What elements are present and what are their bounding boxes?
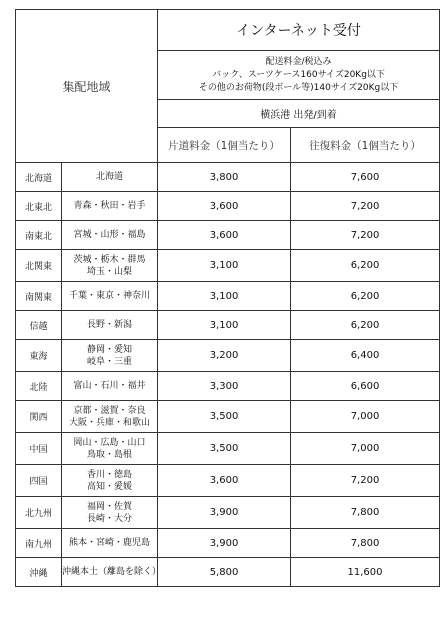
round-trip-price: 6,200 [291,282,440,311]
region-name: 北海道 [16,163,62,192]
region-name: 関西 [16,401,62,433]
table-row [16,192,440,221]
prefecture-line: 鳥取・島根 [87,449,133,460]
table-row [16,221,440,250]
region-name: 北東北 [16,192,62,221]
round-trip-price: 6,600 [291,372,440,401]
region-name: 北九州 [16,497,62,529]
round-trip-column-header: 往復料金（1個当たり） [291,128,440,163]
one-way-price: 3,100 [158,282,291,311]
round-trip-price: 7,800 [291,497,440,529]
prefecture-line: 福岡・佐賀 [87,501,133,512]
prefecture-list [62,163,158,192]
prefecture-list [62,372,158,401]
prefecture-list [62,282,158,311]
one-way-price: 3,500 [158,433,291,465]
one-way-column-header: 片道料金（1個当たり） [158,128,291,163]
region-name: 四国 [16,465,62,497]
one-way-price: 3,100 [158,250,291,282]
one-way-price: 3,100 [158,311,291,340]
prefecture-list [62,221,158,250]
one-way-price: 3,800 [158,163,291,192]
table-row [16,401,440,433]
prefecture-list [62,401,158,433]
prefecture-list [62,250,158,282]
region-name: 北関東 [16,250,62,282]
one-way-price: 3,600 [158,192,291,221]
delivery-area-header: 集配地域 [16,10,158,163]
table-row [16,529,440,558]
table-row [16,433,440,465]
table-row [16,282,440,311]
round-trip-price: 6,200 [291,311,440,340]
round-trip-price: 7,200 [291,221,440,250]
prefecture-line: 岡山・広島・山口 [73,437,146,448]
round-trip-price: 11,600 [291,558,440,587]
prefecture-line: 高知・愛媛 [87,481,133,492]
round-trip-price: 6,400 [291,340,440,372]
table-row [16,558,440,587]
round-trip-price: 7,800 [291,529,440,558]
prefecture-line: 香川・徳島 [87,469,133,480]
round-trip-price: 7,000 [291,401,440,433]
one-way-price: 3,900 [158,497,291,529]
prefecture-line: 青森・秋田・岩手 [73,201,146,211]
region-name: 南九州 [16,529,62,558]
prefecture-line: 大阪・兵庫・和歌山 [69,417,151,428]
prefecture-line: 北海道 [96,172,124,182]
table-row [16,250,440,282]
one-way-price: 5,800 [158,558,291,587]
region-name: 南東北 [16,221,62,250]
region-name: 東海 [16,340,62,372]
table-row [16,372,440,401]
region-name: 信越 [16,311,62,340]
round-trip-price: 6,200 [291,250,440,282]
prefecture-line: 富山・石川・福井 [73,381,146,391]
one-way-price: 3,900 [158,529,291,558]
prefecture-list [62,529,158,558]
round-trip-price: 7,000 [291,433,440,465]
round-trip-price: 7,200 [291,465,440,497]
condition-line-tax: 配送料金/税込み [265,56,332,67]
prefecture-line: 岐阜・三重 [87,356,133,367]
region-name: 南関東 [16,282,62,311]
one-way-price: 3,600 [158,221,291,250]
condition-line-bags: バック、スーツケース160サイズ20Kg以下 [212,69,385,80]
table-title: インターネット受付 [158,10,440,51]
shipping-conditions [158,51,440,100]
round-trip-price: 7,200 [291,192,440,221]
condition-line-other: その他のお荷物(段ボール等)140サイズ20Kg以下 [198,82,399,93]
table-row [16,311,440,340]
region-name: 北陸 [16,372,62,401]
prefecture-line: 宮城・山形・福島 [73,230,146,240]
one-way-price: 3,200 [158,340,291,372]
prefecture-list [62,433,158,465]
prefecture-list [62,465,158,497]
port-label: 横浜港 出発/到着 [158,100,440,128]
table-row [16,497,440,529]
round-trip-price: 7,600 [291,163,440,192]
one-way-price: 3,600 [158,465,291,497]
region-name: 沖縄 [16,558,62,587]
table-row [16,340,440,372]
prefecture-line: 長崎・大分 [87,513,133,524]
prefecture-line: 熊本・宮崎・鹿児島 [69,538,151,548]
prefecture-line: 茨城・栃木・群馬 [73,254,146,265]
prefecture-line: 埼玉・山梨 [87,266,133,277]
prefecture-line: 千葉・東京・神奈川 [69,291,151,301]
prefecture-list [62,340,158,372]
table-row [16,465,440,497]
prefecture-list [62,192,158,221]
prefecture-list [62,558,162,587]
prefecture-list [62,311,158,340]
one-way-price: 3,300 [158,372,291,401]
shipping-rate-table [15,9,440,587]
prefecture-line: 沖縄本土（離島を除く） [62,567,162,577]
prefecture-line: 静岡・愛知 [87,344,133,355]
one-way-price: 3,500 [158,401,291,433]
table-row [16,163,440,192]
prefecture-line: 長野・新潟 [87,320,133,330]
prefecture-line: 京都・滋賀・奈良 [73,405,146,416]
prefecture-list [62,497,158,529]
region-name: 中国 [16,433,62,465]
